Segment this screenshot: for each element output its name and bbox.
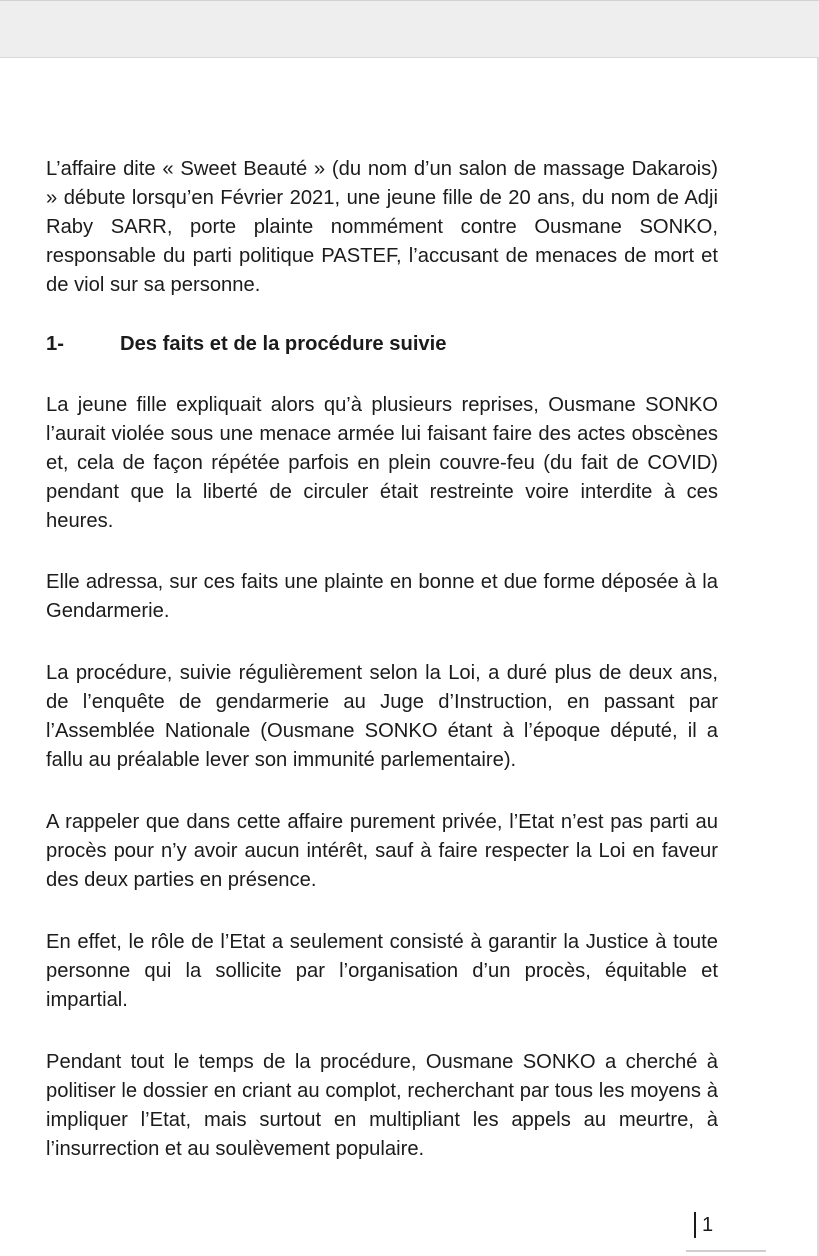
intro-paragraph: L’affaire dite « Sweet Beauté » (du nom d’un salon de massage Dakarois) » débute lorsqu’en Février 2021, une jeune fille de 20 ans, du nom de Adji Raby SARR, porte plainte nommément contre Ousmane SONKO, responsable du parti politique PASTEF, l’accusant de menaces de mort et de viol sur sa personne. — [46, 158, 718, 296]
paragraph: A rappeler que dans cette affaire purement privée, l’Etat n’est pas parti au procès pour n’y avoir aucun intérêt, sauf à faire respecter la Loi en faveur des deux parties en présence. — [46, 811, 718, 891]
paragraph: Elle adressa, sur ces faits une plainte en bonne et due forme déposée à la Gendarmerie. — [46, 571, 718, 622]
page-number-divider — [694, 1212, 696, 1238]
viewer-top-bar — [0, 0, 819, 58]
page-number: 1 — [702, 1214, 714, 1236]
paragraph: En effet, le rôle de l’Etat a seulement consisté à garantir la Justice à toute personne qui la sollicite par l’organisation d’un procès, équitable et impartial. — [46, 931, 718, 1011]
page-footer — [694, 1210, 713, 1240]
footer-line — [686, 1250, 766, 1252]
paragraph: La jeune fille expliquait alors qu’à plusieurs reprises, Ousmane SONKO l’aurait violée sous une menace armée lui faisant faire des actes obscènes et, cela de façon répétée parfois en plein couvre-feu (du fait de COVID) pendant que la liberté de circuler était restreinte voire interdite à ces heures. — [46, 394, 718, 532]
document-page — [46, 155, 718, 1164]
section-number: 1- — [46, 333, 64, 355]
paragraph: Pendant tout le temps de la procédure, Ousmane SONKO a cherché à politiser le dossier en criant au complot, recherchant par tous les moyens à impliquer l’Etat, mais surtout en multipliant les appels au meurtre, à l’insurrection et au soulèvement populaire. — [46, 1051, 718, 1160]
section-title: Des faits et de la procédure suivie — [120, 333, 447, 355]
section-heading — [46, 330, 718, 359]
paragraph: La procédure, suivie régulièrement selon la Loi, a duré plus de deux ans, de l’enquête de gendarmerie au Juge d’Instruction, en passant par l’Assemblée Nationale (Ousmane SONKO étant à l’époque député, il a fallu au préalable lever son immunité parlementaire). — [46, 662, 718, 771]
